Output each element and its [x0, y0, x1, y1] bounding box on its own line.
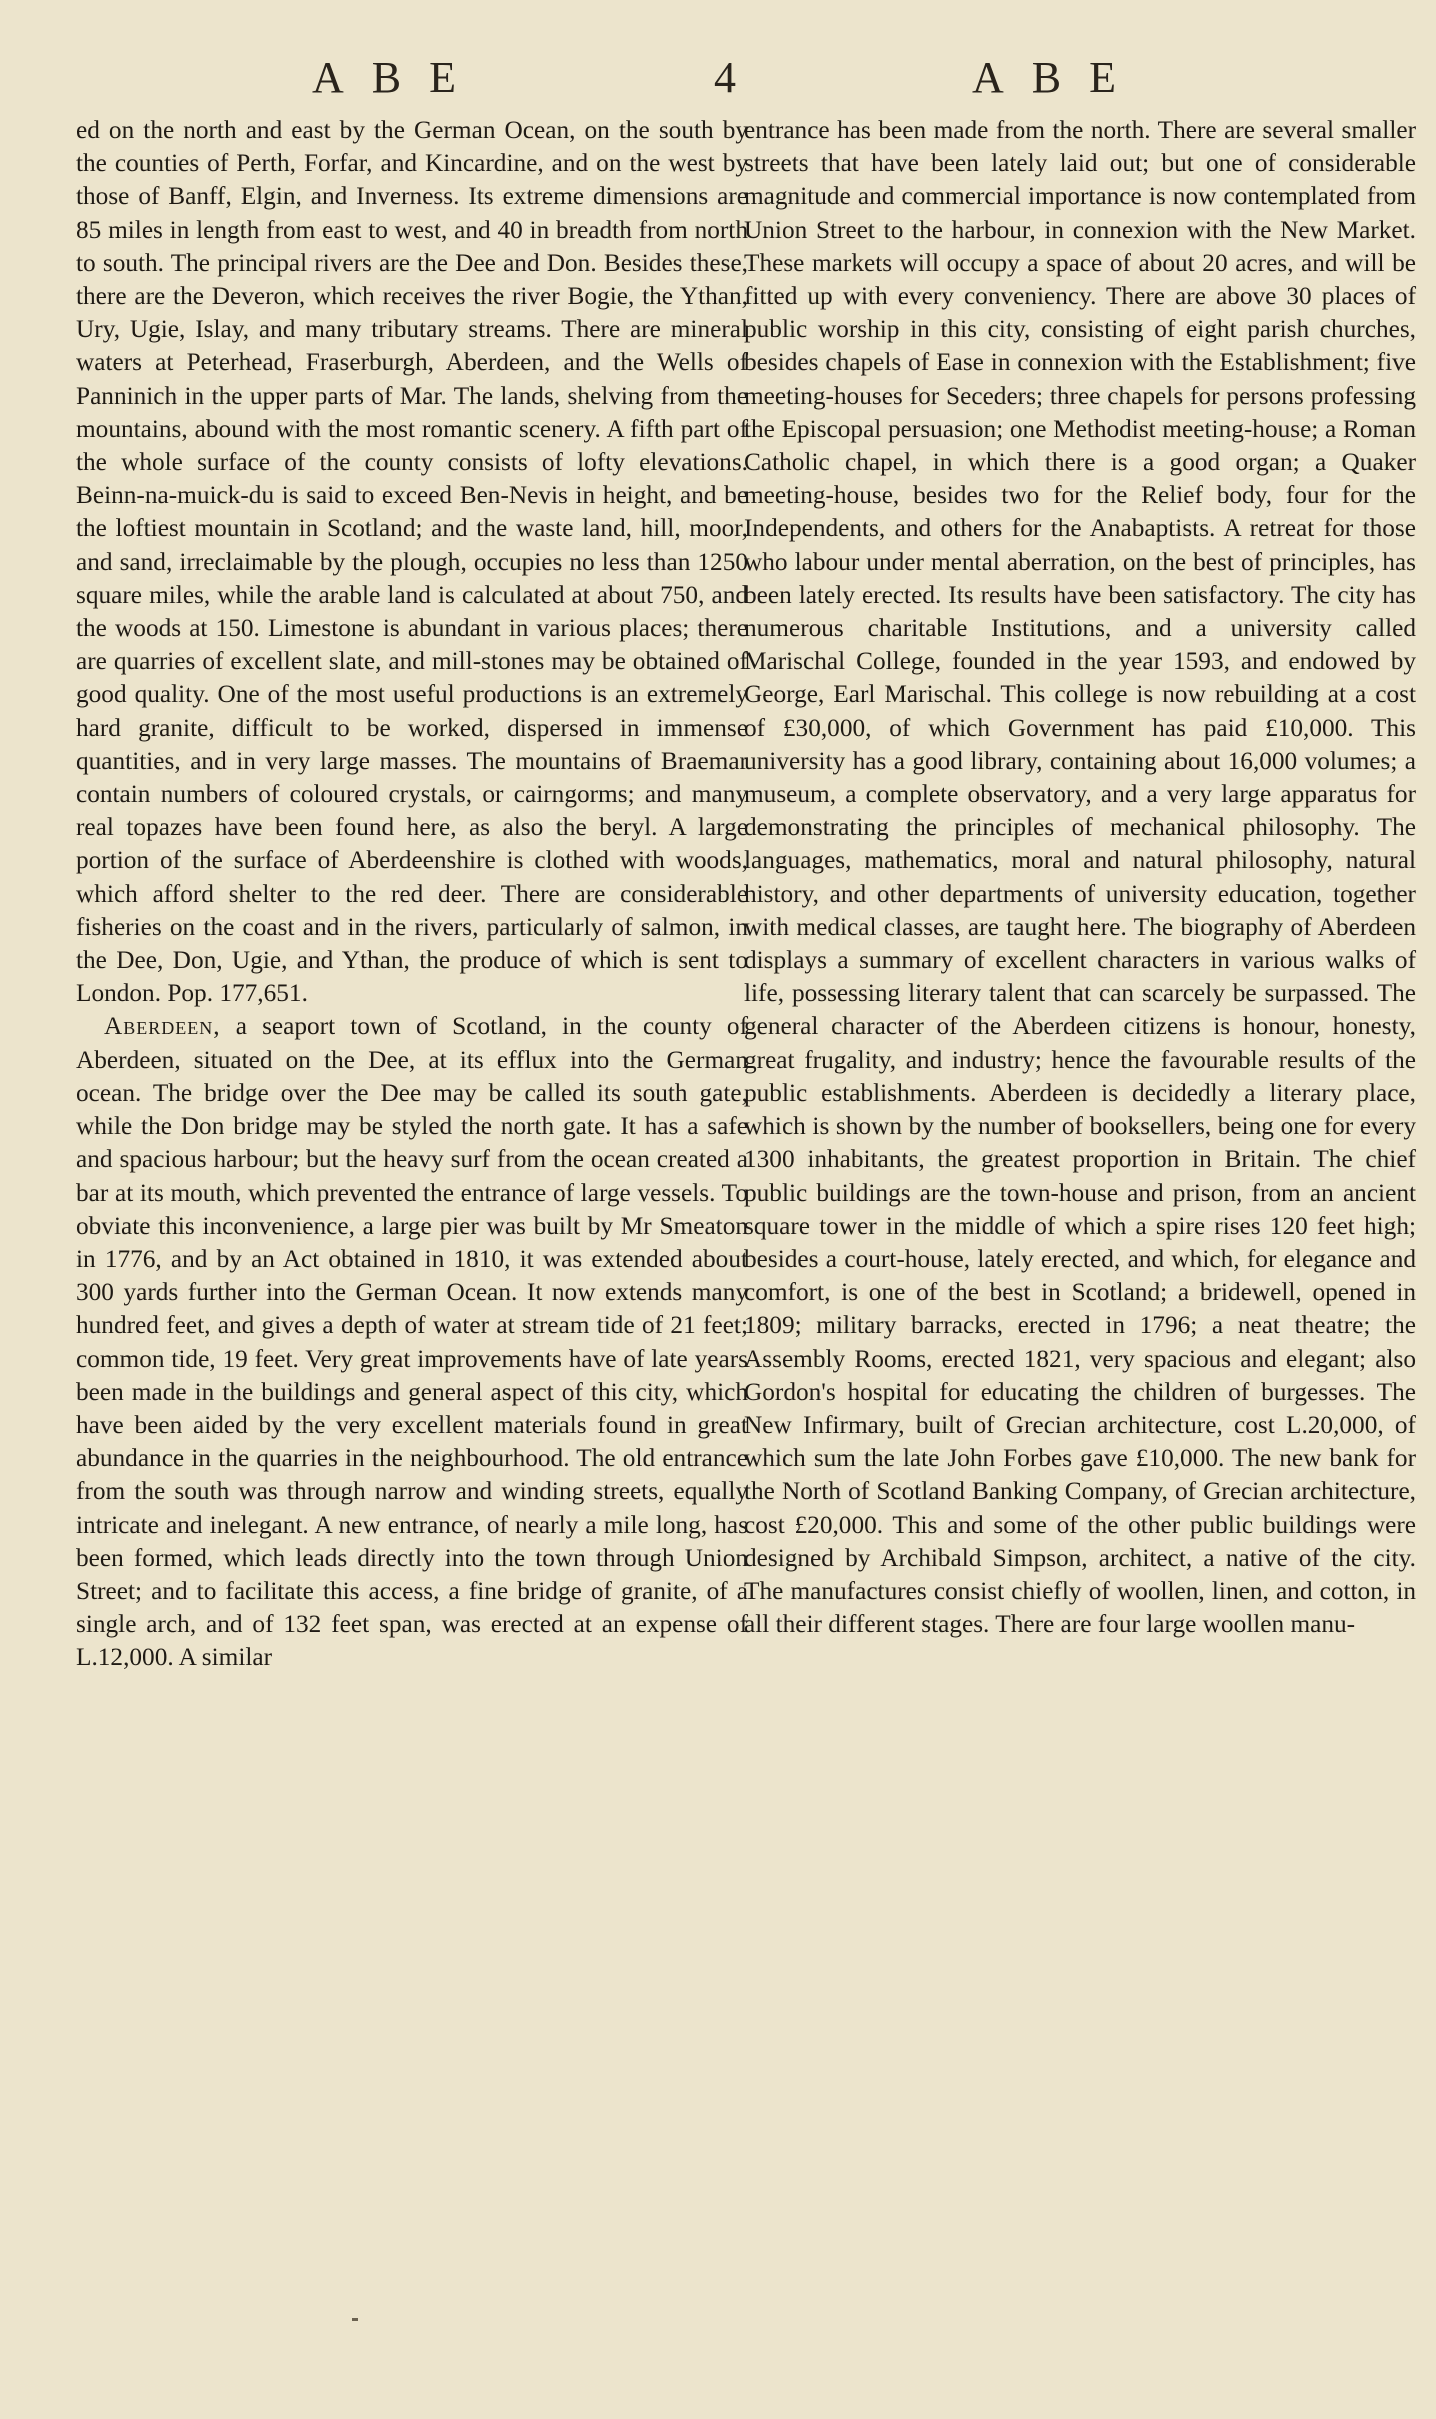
paragraph-aberdeen-continued: entrance has been made from the north. There are several smaller streets that have been lately laid out; but one of considerable magnitude and commercial importance is now contemplated from Union Street to the harbour, in connexion with the New Market. These markets will occupy a space of about 20 acres, and will be fitted up with every conveniency. There are above 30 places of public worship in this city, consisting of eight parish churches, besides chapels of Ease in connexion with the Establishment; five meeting-houses for Seceders; three chapels for persons professing the Episcopal persuasion; one Methodist meeting-house; a Roman Catholic chapel, in which there is a good organ; a Quaker meeting-house, besides two for the Relief body, four for the Independents, and others for the Anabaptists. A retreat for those who labour under mental aberration, on the best of principles, has been lately erected. Its results have been satisfactory. The city has numerous charitable Institutions, and a university called Marischal College, founded in the year 1593, and endowed by George, Earl Marischal. This college is now rebuilding at a cost of £30,000, of which Government has paid £10,000. This university has a good library, containing about 16,000 volumes; a museum, a complete observatory, and a very large apparatus for demonstrating the principles of mechanical philosophy. The languages, mathematics, moral and natural philosophy, natural history, and other departments of university education, together with medical classes, are taught here. The biography of Aberdeen displays a summary of excellent characters in various walks of life, possessing literary talent that can scarcely be surpassed. The general character of the Aberdeen citizens is honour, honesty, great frugality, and industry; hence the favourable results of the public establishments. Aberdeen is decidedly a literary place, which is shown by the number of booksellers, being one for every 1300 inhabitants, the greatest proportion in Britain. The chief public buildings are the town-house and prison, from an ancient square tower in the middle of which a spire rises 120 feet high; besides a court-house, lately erected, and which, for elegance and comfort, is one of the best in Scotland; a bridewell, opened in 1809; military barracks, erected in 1796; a neat theatre; the Assembly Rooms, erected 1821, very spacious and elegant; also Gordon's hospital for educating the children of burgesses. The New Infirmary, built of Grecian architecture, cost L.20,000, of which sum the late John Forbes gave £10,000. The new bank for the North of Scotland Banking Company, of Grecian architecture, cost £20,000. This and some of the other public buildings were designed by Archibald Simpson, architect, a native of the city. The manufactures consist chiefly of woollen, linen, and cotton, in all their different stages. There are four large woollen manu-	[744, 116, 1416, 1639]
page-mark	[352, 2318, 358, 2321]
header-right-title: ABE	[972, 53, 1144, 102]
header-left-title: ABE	[312, 53, 484, 102]
paragraph-aberdeenshire-continued: ed on the north and east by the German Ocean, on the south by the counties of Perth, Forfar, and Kincardine, and on the west by those of Banff, Elgin, and Inverness. Its extreme dimensions are 85 miles in length from east to west, and 40 in breadth from north to south. The principal rivers are the Dee and Don. Besides these, there are the Deveron, which receives the river Bogie, the Ythan, Ury, Ugie, Islay, and many tributary streams. There are mineral waters at Peterhead, Fraserburgh, Aberdeen, and the Wells of Panninich in the upper parts of Mar. The lands, shelving from the mountains, abound with the most romantic scenery. A fifth part of the whole surface of the county consists of lofty elevations. Beinn-na-muick-du is said to exceed Ben-Nevis in height, and be the loftiest mountain in Scotland; and the waste land, hill, moor, and sand, irreclaimable by the plough, occupies no less than 1250 square miles, while the arable land is calculated at about 750, and the woods at 150. Limestone is abundant in various places; there are quarries of excellent slate, and mill-stones may be obtained of good quality. One of the most useful productions is an extremely hard granite, difficult to be worked, dispersed in immense quantities, and in very large masses. The mountains of Braemar contain numbers of coloured crystals, or cairngorms; and many real topazes have been found here, as also the beryl. A large portion of the surface of Aberdeenshire is clothed with woods, which afford shelter to the red deer. There are considerable fisheries on the coast and in the rivers, particularly of salmon, in the Dee, Don, Ugie, and Ythan, the produce of which is sent to London. Pop. 177,651.	[76, 116, 748, 1008]
entry-body: a seaport town of Scotland, in the county of Aberdeen, situated on the Dee, at its efflux into the German ocean. The bridge over the Dee may be called its south gate, while the Don bridge may be styled the north gate. It has a safe and spacious harbour; but the heavy surf from the ocean created a bar at its mouth, which prevented the entrance of large vessels. To obviate this inconvenience, a large pier was built by Mr Smeaton in 1776, and by an Act obtained in 1810, it was extended about 300 yards further into the German Ocean. It now extends many hundred feet, and gives a depth of water at stream tide of 21 feet; common tide, 19 feet. Very great improvements have of late years been made in the buildings and general aspect of this city, which have been aided by the very excellent materials found in great abundance in the quarries in the neighbourhood. The old entrance from the south was through narrow and winding streets, equally intricate and inelegant. A new entrance, of nearly a mile long, has been formed, which leads directly into the town through Union Street; and to facilitate this access, a fine bridge of granite, of a single arch, and of 132 feet span, was erected at an expense of L.12,000. A similar	[76, 1012, 748, 1672]
left-column	[76, 114, 748, 1675]
entry-heading: Aberdeen,	[104, 1012, 221, 1041]
right-column	[744, 114, 1416, 1641]
running-header	[0, 52, 1436, 112]
paragraph-aberdeen-entry	[76, 1010, 748, 1674]
page-number: 4	[714, 53, 736, 102]
